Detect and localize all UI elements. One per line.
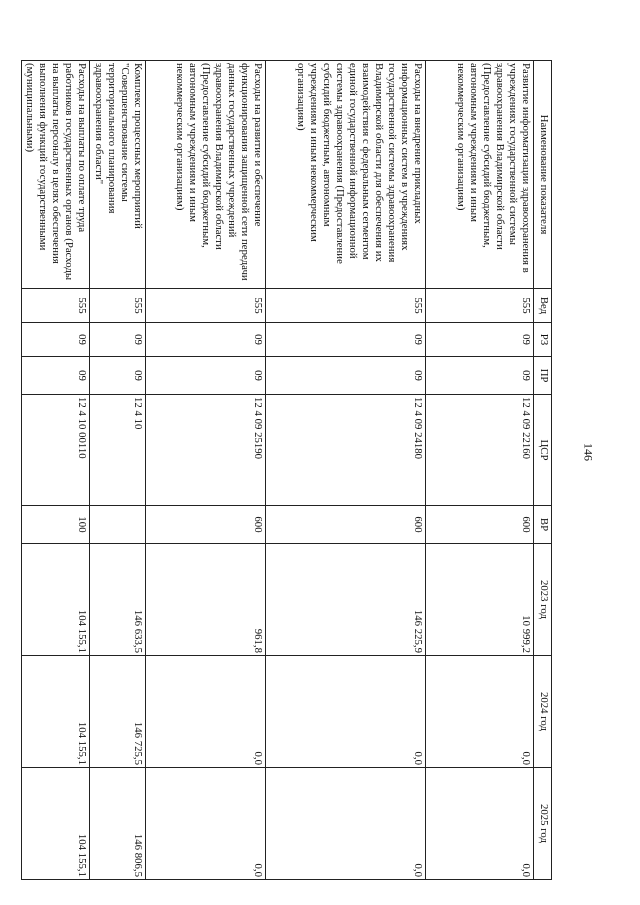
row-ved: 555 [266, 289, 426, 323]
table-row [426, 61, 534, 880]
row-pr: 09 [22, 357, 90, 395]
row-2024: 0,0 [146, 656, 266, 768]
row-vr [90, 506, 146, 544]
row-2025: 0,0 [266, 768, 426, 880]
row-rz: 09 [90, 323, 146, 357]
header-2025: 2025 год [534, 768, 552, 880]
row-csr: 12 4 10 00110 [22, 395, 90, 506]
row-pr: 09 [266, 357, 426, 395]
row-name: Расходы на развитие и обеспечение функционирования защищенной сети передачи данных государственных учреждений здравоохранения Владимирской области (Предоставление субсидий бюджетным, автономным учреждениям и иным некоммерческим организациям) [146, 61, 266, 289]
header-vr: ВР [534, 506, 552, 544]
header-ved: Вед [534, 289, 552, 323]
row-ved: 555 [90, 289, 146, 323]
header-rz: РЗ [534, 323, 552, 357]
row-2023: 961,8 [146, 544, 266, 656]
table-header-row [534, 61, 552, 880]
row-rz: 09 [426, 323, 534, 357]
row-vr: 100 [22, 506, 90, 544]
row-ved: 555 [426, 289, 534, 323]
row-pr: 09 [426, 357, 534, 395]
budget-table [21, 60, 552, 880]
row-vr: 600 [426, 506, 534, 544]
row-name: Развитие информатизации здравоохранения в учреждениях государственной системы здравоохранения Владимирской области (Предоставление субсидий бюджетным, автономным учреждениям и иным некоммерческим организациям) [426, 61, 534, 289]
row-csr: 12 4 09 22160 [426, 395, 534, 506]
header-name: Наименование показателя [534, 61, 552, 289]
row-2025: 0,0 [426, 768, 534, 880]
row-2024: 104 155,1 [22, 656, 90, 768]
row-csr: 12 4 10 [90, 395, 146, 506]
header-2023: 2023 год [534, 544, 552, 656]
row-ved: 555 [22, 289, 90, 323]
row-vr: 600 [146, 506, 266, 544]
table-row [22, 61, 90, 880]
header-pr: ПР [534, 357, 552, 395]
row-2025: 104 155,1 [22, 768, 90, 880]
row-vr: 600 [266, 506, 426, 544]
table-row [266, 61, 426, 880]
row-rz: 09 [146, 323, 266, 357]
row-2023: 146 633,5 [90, 544, 146, 656]
row-2025: 146 806,5 [90, 768, 146, 880]
row-csr: 12 4 09 24180 [266, 395, 426, 506]
row-2024: 146 725,5 [90, 656, 146, 768]
header-2024: 2024 год [534, 656, 552, 768]
row-name: Комплекс процессных мероприятий "Совершенствование системы территориального планирования здравоохранения области" [90, 61, 146, 289]
header-csr: ЦСР [534, 395, 552, 506]
row-rz: 09 [22, 323, 90, 357]
row-pr: 09 [146, 357, 266, 395]
row-pr: 09 [90, 357, 146, 395]
row-2023: 104 155,1 [22, 544, 90, 656]
row-ved: 555 [146, 289, 266, 323]
table-row [90, 61, 146, 880]
page-number: 146 [581, 443, 596, 461]
row-2023: 10 999,2 [426, 544, 534, 656]
row-2024: 0,0 [426, 656, 534, 768]
row-rz: 09 [266, 323, 426, 357]
row-2023: 146 225,9 [266, 544, 426, 656]
row-name: Расходы на выплаты по оплате труда работников государственных органов (Расходы на выплаты персоналу в целях обеспечения выполнения функций государственными (муниципальными) [22, 61, 90, 289]
rotated-table-container [24, 60, 552, 879]
row-name: Расходы на внедрение прикладных информационных систем в учреждениях государственной системы здравоохранения Владимирской области для обеспечения их взаимодействия с федеральным сегментом единой государственной информационной системы здравоохранения (Предоставление субсидий бюджетным, автономным учреждениям и иным некоммерческим организациям) [266, 61, 426, 289]
table-row [146, 61, 266, 880]
row-2025: 0,0 [146, 768, 266, 880]
row-csr: 12 4 09 25190 [146, 395, 266, 506]
row-2024: 0,0 [266, 656, 426, 768]
